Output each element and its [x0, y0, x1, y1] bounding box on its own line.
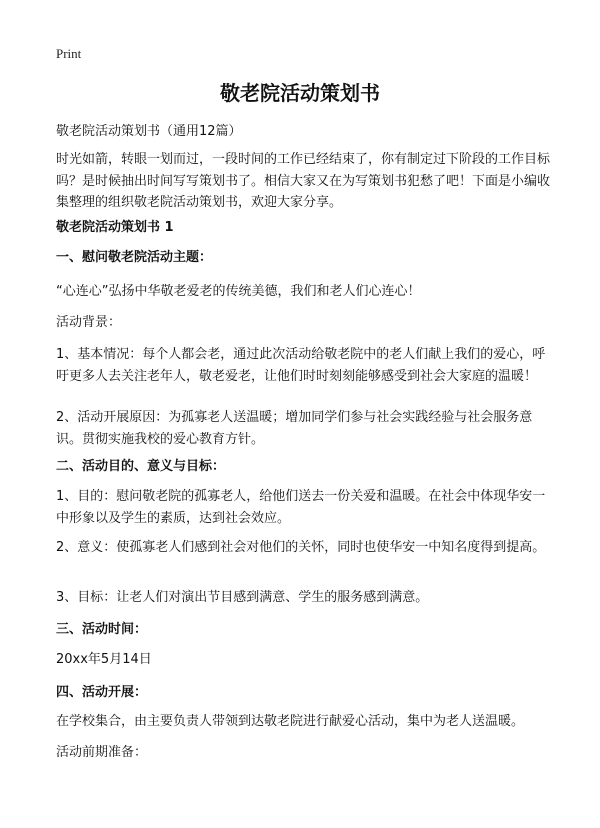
section3-heading: 三、活动时间： — [56, 622, 148, 637]
event-date: 20xx年5月14日 — [56, 652, 152, 667]
document-subtitle: 敬老院活动策划书（通用12篇） — [56, 124, 242, 139]
intro-paragraph: 时光如箭，转眼一划而过，一段时间的工作已经结束了，你有制定过下阶段的工作目标吗？是时候抽出时间写写策划书了。相信大家又在为写策划书犯愁了吧！下面是小编收集整理的组织敬老院活动策划书，欢迎大家分享。 — [56, 152, 551, 210]
objective-item-1: 1、目的：慰问敬老院的孤寡老人，给他们送去一份关爱和温暖。在社会中体现华安一中形象以及学生的素质，达到社会效应。 — [56, 489, 546, 526]
print-label: Print — [56, 46, 82, 61]
theme-text: “心连心”弘扬中华敬老爱老的传统美德，我们和老人们心连心！ — [56, 284, 421, 299]
section2-heading: 二、活动目的、意义与目标： — [56, 459, 226, 474]
objective-item-3: 3、目标：让老人们对演出节目感到满意、学生的服务感到满意。 — [56, 590, 429, 605]
background-item-2: 2、活动开展原因：为孤寡老人送温暖；增加同学们参与社会实践经验与社会服务意识。贯彻实施我校的爱心教育方针。 — [56, 410, 533, 447]
objective-item-2: 2、意义：使孤寡老人们感到社会对他们的关怀，同时也使华安一中知名度得到提高。 — [56, 540, 546, 555]
plan-heading: 敬老院活动策划书 1 — [56, 220, 174, 235]
background-label: 活动背景： — [56, 315, 122, 330]
section4-heading: 四、活动开展： — [56, 685, 148, 700]
background-item-1: 1、基本情况：每个人都会老，通过此次活动给敬老院中的老人们献上我们的爱心，呼吁更多人去关注老年人，敬老爱老，让他们时时刻刻能够感受到社会大家庭的温暖！ — [56, 347, 546, 384]
prep-label: 活动前期准备： — [56, 745, 148, 760]
activity-text: 在学校集合，由主要负责人带领到达敬老院进行献爱心活动，集中为老人送温暖。 — [56, 714, 525, 729]
page-title: 敬老院活动策划书 — [220, 81, 380, 105]
section1-heading: 一、慰问敬老院活动主题： — [56, 250, 213, 265]
